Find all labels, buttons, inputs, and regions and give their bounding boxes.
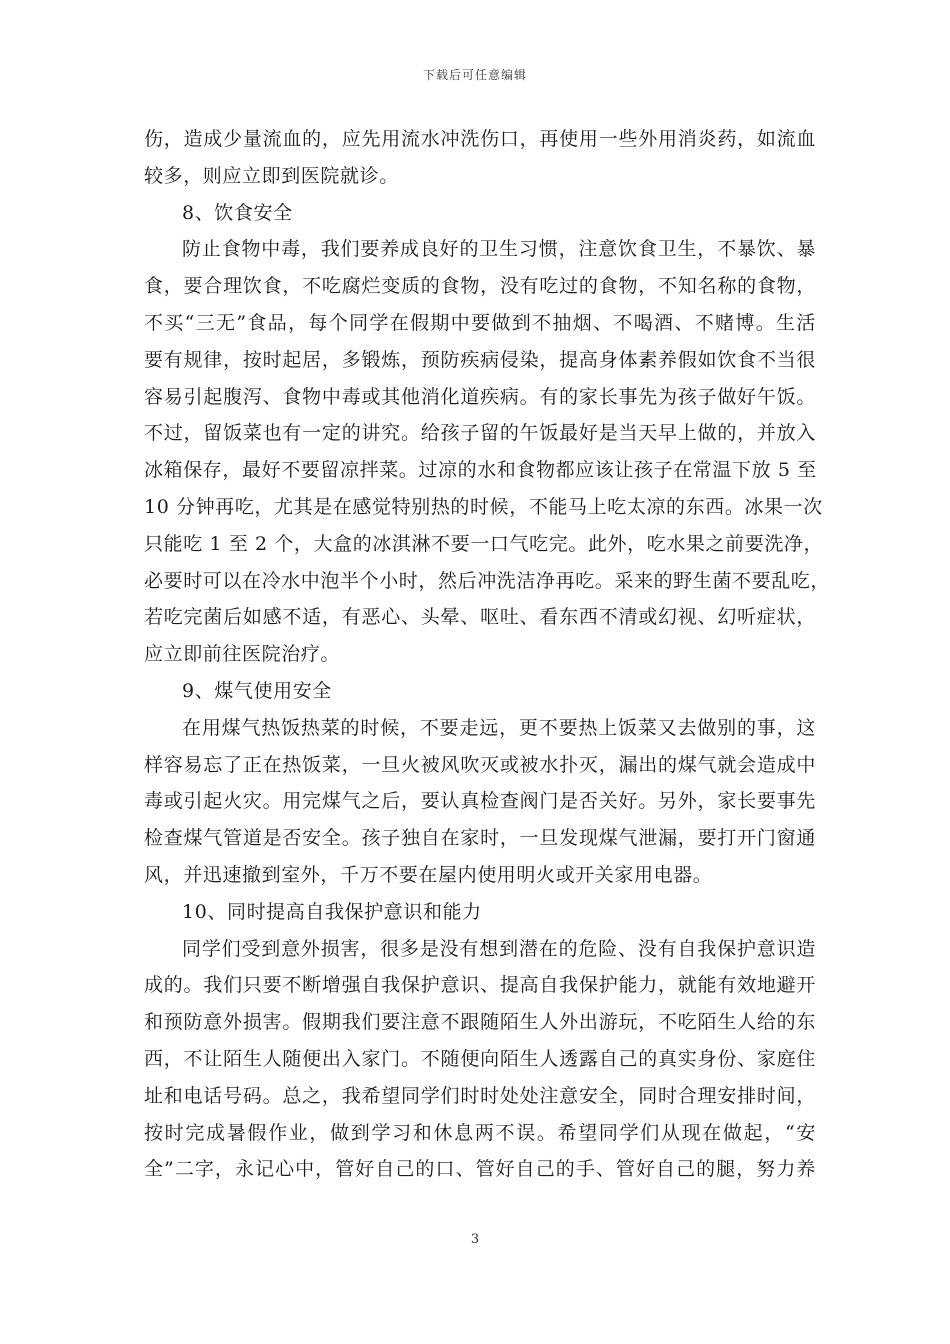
text-line: 不买“三无”食品，每个同学在假期中要做到不抽烟、不喝酒、不赌博。生活 [144, 311, 816, 334]
text-line: 较多，则应立即到医院就诊。 [144, 164, 399, 187]
text-line: 食，要合理饮食，不吃腐烂变质的食物，没有吃过的食物，不知名称的食物， [144, 275, 816, 298]
text-line: 伤，造成少量流血的，应先用流水冲洗伤口，再使用一些外用消炎药，如流血 [144, 128, 816, 150]
text-line: 在用煤气热饭热菜的时候，不要走远，更不要热上饭菜又去做别的事，这 [182, 716, 816, 739]
text-line: 按时完成暑假作业，做到学习和休息两不误。希望同学们从现在做起，“安 [144, 1121, 816, 1144]
page-number: 3 [470, 1232, 480, 1247]
text-line: 毒或引起火灾。用完煤气之后，要认真检查阀门是否关好。另外，家长要事先 [144, 790, 816, 813]
text-line: 成的。我们只要不断增强自我保护意识、提高自我保护能力，就能有效地避开 [144, 974, 816, 997]
text-line: 只能吃 1 至 2 个，大盒的冰淇淋不要一口气吃完。此外，吃水果之前要洗净， [144, 532, 824, 555]
text-line: 检查煤气管道是否安全。孩子独自在家时，一旦发现煤气泄漏，要打开门窗通 [144, 827, 816, 850]
text-line: 西，不让陌生人随便出入家门。不随便向陌生人透露自己的真实身份、家庭住 [144, 1047, 816, 1070]
text-line: 和预防意外损害。假期我们要注意不跟随陌生人外出游玩，不吃陌生人给的东 [144, 1011, 816, 1034]
document-body [144, 121, 831, 1188]
text-line: 必要时可以在冷水中泡半个小时，然后冲洗洁净再吃。采来的野生菌不要乱吃， [144, 569, 831, 592]
text-line: 应立即前往医院治疗。 [144, 643, 341, 666]
text-line: 不过，留饭菜也有一定的讲究。给孩子留的午饭最好是当天早上做的，并放入 [144, 422, 816, 445]
text-line: 同学们受到意外损害，很多是没有想到潜在的危险、没有自我保护意识造 [182, 937, 816, 960]
text-line: 10、同时提高自我保护意识和能力 [182, 900, 482, 923]
text-line: 防止食物中毒，我们要养成良好的卫生习惯，注意饮食卫生，不暴饮、暴 [182, 238, 816, 261]
text-line: 容易引起腹泻、食物中毒或其他消化道疾病。有的家长事先为孩子做好午饭。 [144, 385, 816, 408]
text-line: 冰箱保存，最好不要留凉拌菜。过凉的水和食物都应该让孩子在常温下放 5 至 [144, 459, 817, 482]
text-line: 风，并迅速撤到室外，千万不要在屋内使用明火或开关家用电器。 [144, 863, 713, 886]
text-line: 8、饮食安全 [182, 201, 293, 224]
text-line: 要有规律，按时起居，多锻炼，预防疾病侵染，提高身体素养假如饮食不当很 [144, 348, 816, 371]
page-header: 下载后可任意编辑 [422, 68, 527, 82]
text-line: 全”二字，永记心中，管好自己的口、管好自己的手、管好自己的腿，努力养 [144, 1158, 816, 1181]
text-line: 9、煤气使用安全 [182, 679, 332, 702]
text-line: 样容易忘了正在热饭菜，一旦火被风吹灭或被水扑灭，漏出的煤气就会造成中 [144, 753, 816, 776]
text-line: 若吃完菌后如感不适，有恶心、头晕、呕吐、看东西不清或幻视、幻听症状， [144, 606, 816, 629]
text-line: 10 分钟再吃，尤其是在感觉特别热的时候，不能马上吃太凉的东西。冰果一次 [144, 495, 823, 518]
text-line: 址和电话号码。总之，我希望同学们时时处处注意安全，同时合理安排时间， [144, 1084, 816, 1107]
